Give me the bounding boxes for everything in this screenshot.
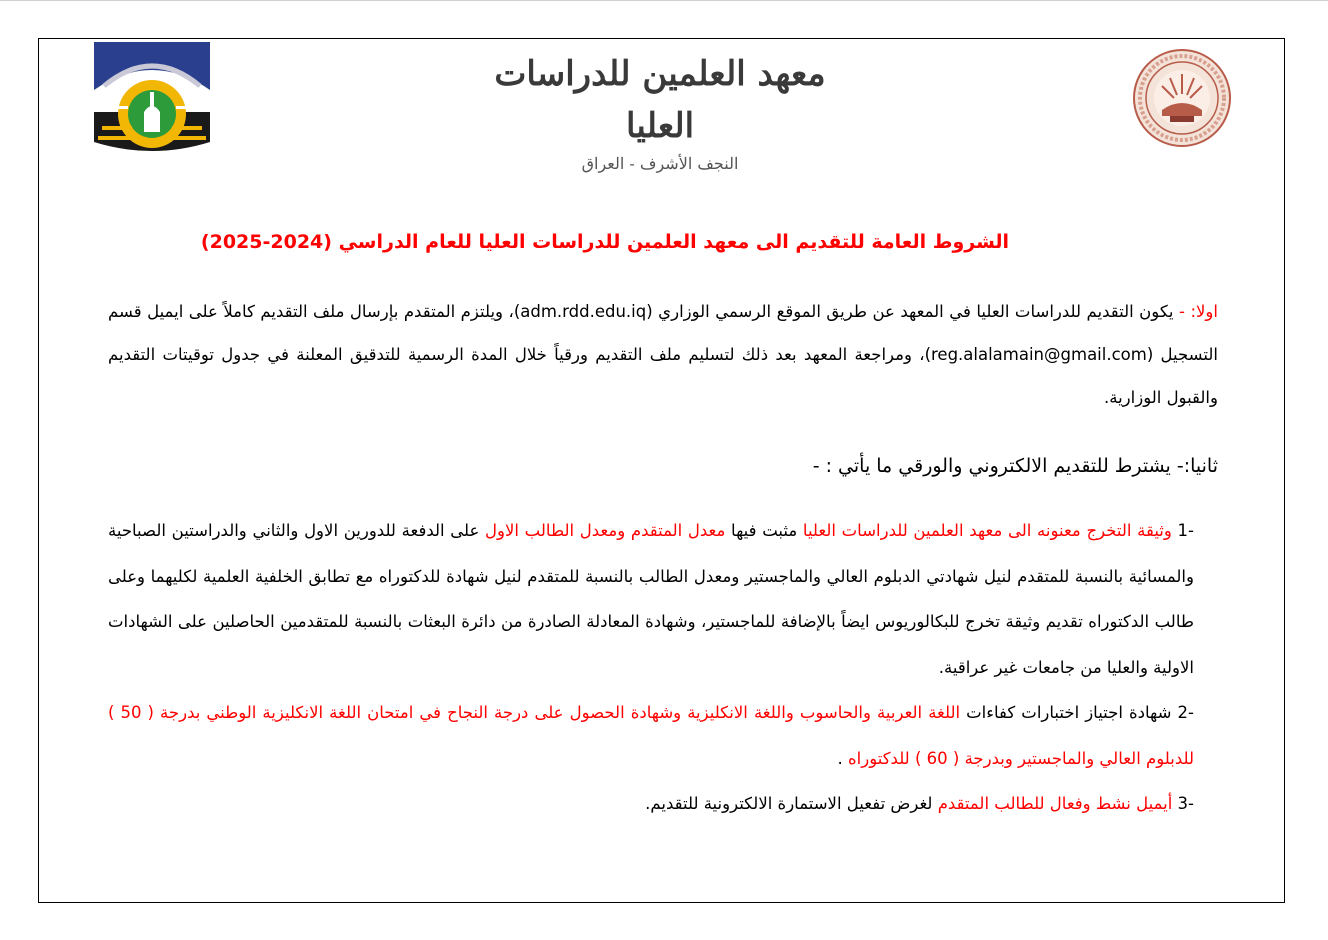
section1-label: اولا: - (1179, 302, 1218, 321)
item1-red-a: وثيقة التخرج معنونه الى معهد العلمين للدراسات العليا (802, 521, 1172, 540)
section-second-heading: ثانيا:- يشترط للتقديم الالكتروني والورقي ما يأتي : - (812, 455, 1218, 477)
document-title: الشروط العامة للتقديم الى معهد العلمين للدراسات العليا للعام الدراسي (2024-2025) (200, 231, 1010, 253)
section1-text-a: يكون التقديم للدراسات العليا في المعهد عن طريق الموقع الرسمي الوزاري ( (646, 302, 1180, 321)
item-number: 1- (1177, 521, 1194, 540)
section1-text-b: )، ويلتزم المتقدم بإرسال ملف التقديم كاملاً على ايميل قسم التسجيل ( (108, 302, 1218, 364)
requirements-list (108, 508, 1194, 827)
institute-header (460, 48, 860, 173)
list-item (108, 690, 1194, 781)
institute-name: معهد العلمين للدراسات العليا (494, 54, 826, 146)
institute-emblem-icon (94, 42, 210, 160)
section-first-paragraph (108, 290, 1218, 419)
item1-red-b: معدل المتقدم ومعدل الطالب الاول (485, 521, 726, 540)
list-item (108, 508, 1194, 690)
website-link[interactable]: adm.rdd.edu.iq (520, 302, 647, 321)
item1-black-b: على الدفعة للدورين الاول والثاني والدراستين الصباحية والمسائية بالنسبة للمتقدم لنيل شهادتي الدبلوم العالي والماجستير ومعدل الطالب بالنسبة للمتقدم لنيل شهادة للدكتوراه مع تطابق الخلفية العلمية لكليهما وعلى طالب الدكتوراه تقديم وثيقة تخرج للبكالوريوس ايضاً بالإضافة للماجستير، وشهادة المعادلة الصادرة من دائرة البعثات بالنسبة للمتقدمين الحاصلين على الشهادات الاولية والعليا من جامعات غير عراقية. (108, 521, 1194, 677)
top-divider (0, 0, 1328, 1)
item1-black-a: مثبت فيها (725, 521, 803, 540)
item-number: 3- (1177, 794, 1194, 813)
item-number: 2- (1177, 703, 1194, 722)
item2-black-b: . (837, 748, 848, 768)
item3-red-a: أيميل نشط وفعال للطالب المتقدم (937, 794, 1173, 813)
section1-text-c: )، ومراجعة المعهد بعد ذلك لتسليم ملف التقديم ورقياً خلال المدة الرسمية للتدقيق المعلنة في جدول توقيتات التقديم والقبول الوزارية. (108, 345, 1218, 407)
item2-black-a: شهادة اجتياز اختبارات كفاءات (960, 703, 1172, 722)
email-link[interactable]: reg.alalamain@gmail.com (931, 345, 1147, 364)
ministry-seal-icon (1132, 48, 1232, 148)
item3-black-a: لغرض تفعيل الاستمارة الالكترونية للتقديم. (645, 794, 938, 813)
institute-location: النجف الأشرف - العراق (581, 154, 739, 173)
list-item (108, 781, 1194, 827)
item2-red-a: اللغة العربية والحاسوب واللغة الانكليزية وشهادة الحصول على درجة النجاح في امتحان اللغة الانكليزية الوطني بدرجة ( 50 ) للدبلوم العالي والماجستير وبدرجة ( 60 ) للدكتوراه (108, 703, 1194, 768)
